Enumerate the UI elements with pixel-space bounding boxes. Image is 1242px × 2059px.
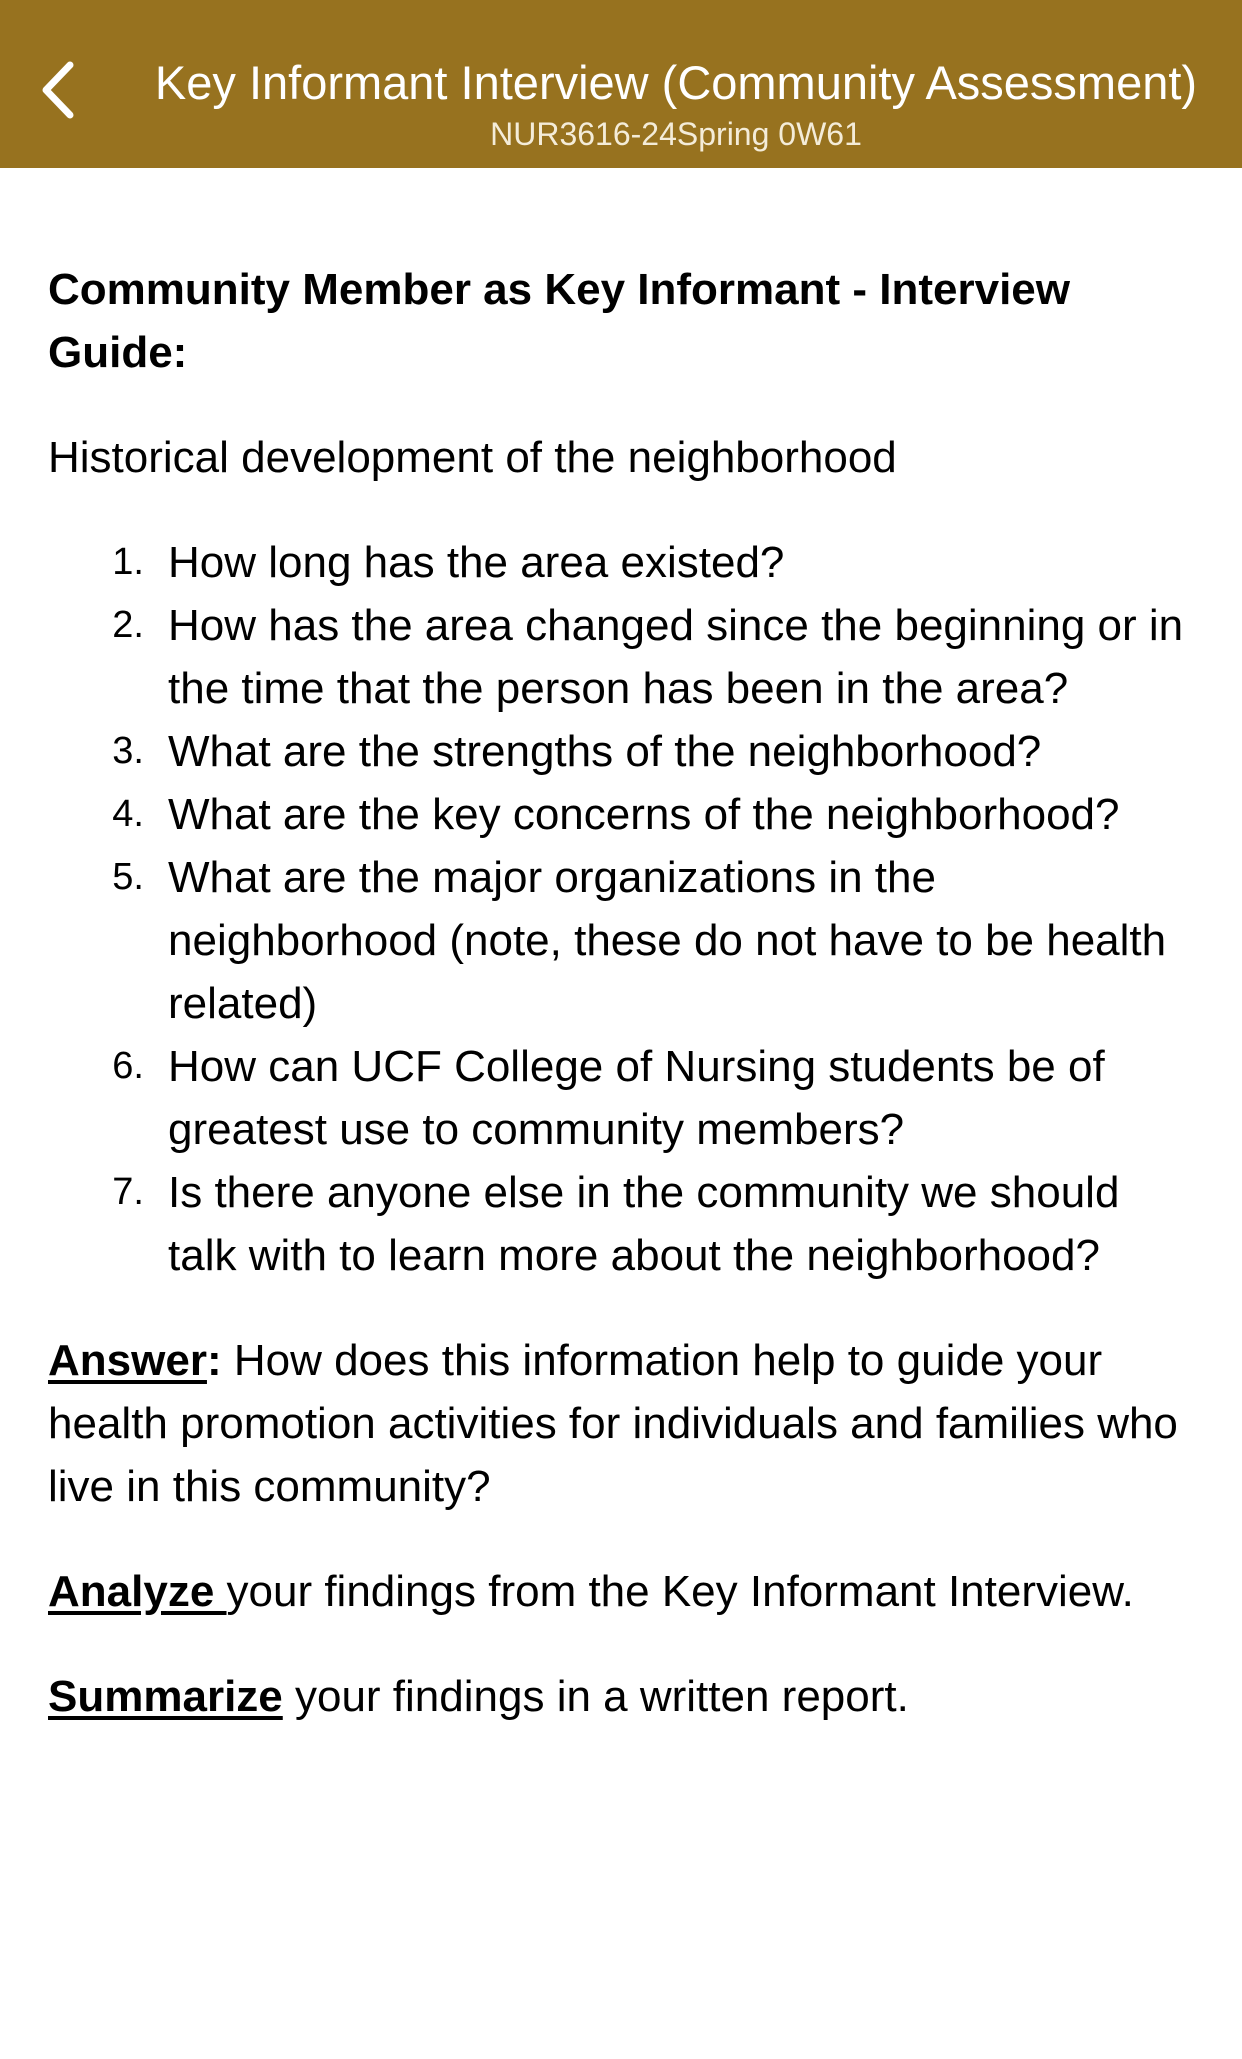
question-text: Is there anyone else in the community we should talk with to learn more about the neighborhood? xyxy=(168,1168,1120,1280)
list-item xyxy=(48,531,1194,594)
summarize-keyword: Summarize xyxy=(48,1672,283,1721)
chevron-left-icon xyxy=(40,61,76,119)
analyze-text: your findings from the Key Informant Interview. xyxy=(226,1567,1134,1616)
list-number: 3. xyxy=(112,730,144,772)
question-text: How can UCF College of Nursing students be of greatest use to community members? xyxy=(168,1042,1105,1154)
guide-heading: Community Member as Key Informant - Interview Guide: xyxy=(48,265,1070,377)
answer-colon: : xyxy=(206,1336,222,1385)
list-item xyxy=(48,720,1194,783)
assignment-body xyxy=(48,258,1194,1770)
list-item xyxy=(48,783,1194,846)
analyze-paragraph xyxy=(48,1560,1194,1623)
course-code: NUR3616-24Spring 0W61 xyxy=(490,116,862,152)
list-number: 5. xyxy=(112,856,144,898)
list-number: 4. xyxy=(112,793,144,835)
list-item xyxy=(48,846,1194,1035)
back-button[interactable] xyxy=(28,50,88,130)
question-text: How long has the area existed? xyxy=(168,538,785,587)
list-number: 6. xyxy=(112,1045,144,1087)
list-number: 1. xyxy=(112,541,144,583)
list-item xyxy=(48,594,1194,720)
answer-text: How does this information help to guide your health promotion activities for individuals and families who live in this community? xyxy=(48,1336,1178,1511)
analyze-keyword: Analyze xyxy=(48,1567,227,1616)
list-item xyxy=(48,1161,1194,1287)
question-text: What are the strengths of the neighborhood? xyxy=(168,727,1042,776)
app-header xyxy=(0,0,1242,168)
question-list xyxy=(48,531,1194,1287)
answer-keyword: Answer xyxy=(48,1336,207,1385)
list-number: 2. xyxy=(112,604,144,646)
page-title: Key Informant Interview (Community Assessment) xyxy=(154,56,1198,109)
section-intro: Historical development of the neighborhood xyxy=(48,433,897,482)
question-text: What are the major organizations in the neighborhood (note, these do not have to be health related) xyxy=(168,853,1167,1028)
list-number: 7. xyxy=(112,1171,144,1213)
answer-paragraph xyxy=(48,1329,1194,1518)
summarize-paragraph xyxy=(48,1665,1194,1728)
question-text: How has the area changed since the beginning or in the time that the person has been in the area? xyxy=(168,601,1184,713)
question-text: What are the key concerns of the neighborhood? xyxy=(168,790,1120,839)
summarize-text: your findings in a written report. xyxy=(282,1672,909,1721)
list-item xyxy=(48,1035,1194,1161)
